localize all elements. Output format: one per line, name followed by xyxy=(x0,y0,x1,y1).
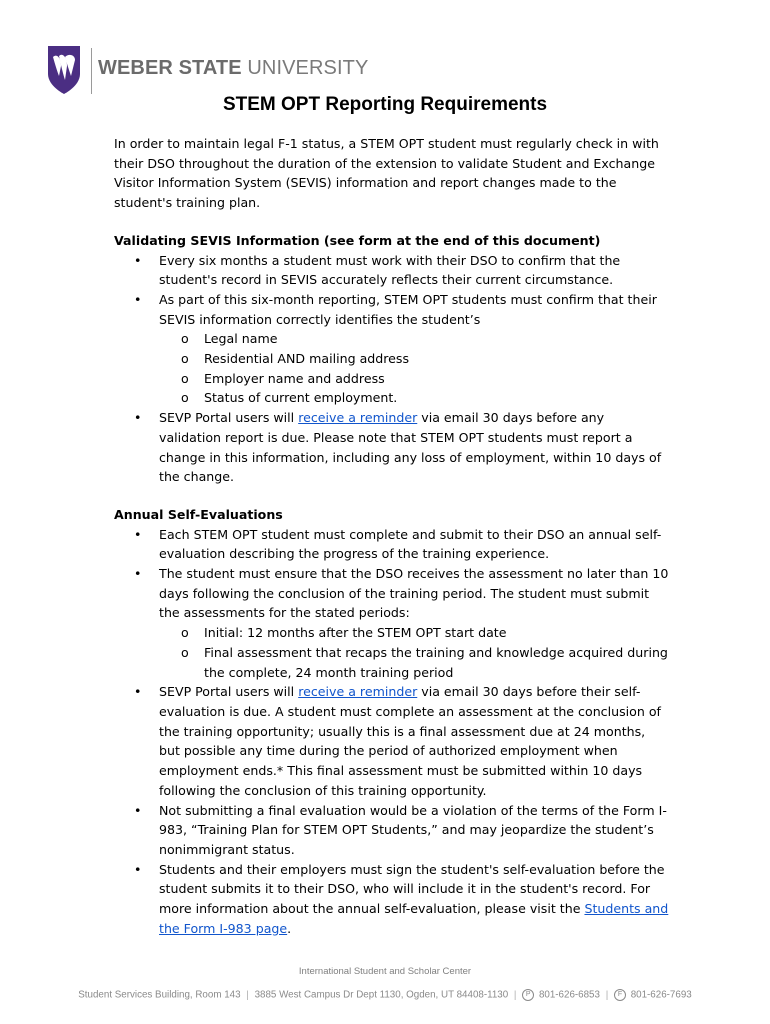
inline-link[interactable]: Students and the Form I-983 page xyxy=(159,901,669,936)
item-text: . xyxy=(287,920,292,936)
list-item xyxy=(114,525,669,564)
sub-item-text: Final assessment that recaps the training and knowledge acquired during the complete, 24 month training period xyxy=(204,644,668,680)
item-text: Every six months a student must work with their DSO to confirm that the student's record in SEVIS accurately reflects their current circumstance. xyxy=(159,252,621,288)
list-item xyxy=(114,682,669,800)
sub-bullet-marker: o xyxy=(181,351,189,367)
sub-bullet-marker: o xyxy=(181,625,189,641)
bullet-list xyxy=(114,251,669,487)
bullet-marker: • xyxy=(134,410,142,426)
footer-address-line xyxy=(0,989,770,1001)
sub-list xyxy=(159,623,669,682)
sub-list-item xyxy=(159,349,669,369)
section-heading: Validating SEVIS Information (see form at the end of this document) xyxy=(114,232,601,248)
section-heading: Annual Self-Evaluations xyxy=(114,506,283,522)
sub-bullet-marker: o xyxy=(181,644,189,660)
item-text: SEVP Portal users will xyxy=(159,684,299,700)
document-body xyxy=(114,134,669,938)
sub-bullet-marker: o xyxy=(181,331,189,347)
item-text: via email 30 days before any validation report is due. Please note that STEM OPT students must report a change in this information, including any loss of employment, within 10 days of the change. xyxy=(159,410,662,485)
weber-state-logo-icon xyxy=(46,44,82,96)
footer-street: 3885 West Campus Dr Dept 1130, Ogden, UT 84408-1130 xyxy=(254,989,509,1001)
footer-separator: | xyxy=(246,989,249,1001)
footer-phone: 801-626-6853 xyxy=(538,989,600,1001)
bullet-marker: • xyxy=(134,802,142,818)
sub-item-text: Status of current employment. xyxy=(204,390,398,406)
header-divider xyxy=(91,48,92,94)
university-wordmark xyxy=(98,57,368,80)
bullet-marker: • xyxy=(134,291,142,307)
sub-list-item xyxy=(159,623,669,643)
sub-item-text: Employer name and address xyxy=(204,370,385,386)
list-item xyxy=(114,860,669,939)
sub-item-text: Residential AND mailing address xyxy=(204,351,410,367)
list-item xyxy=(114,251,669,290)
footer-fax: 801-626-7693 xyxy=(630,989,692,1001)
item-text: Each STEM OPT student must complete and submit to their DSO an annual self-evaluation describing the progress of the training experience. xyxy=(159,526,662,562)
footer-separator: | xyxy=(513,989,517,1001)
list-item xyxy=(114,408,669,487)
wordmark-bold: WEBER STATE xyxy=(98,57,242,79)
document-title: STEM OPT Reporting Requirements xyxy=(222,94,548,115)
sub-item-text: Initial: 12 months after the STEM OPT start date xyxy=(204,625,507,641)
sub-item-text: Legal name xyxy=(204,331,278,347)
sub-list xyxy=(159,329,669,408)
item-text: via email 30 days before their self-evaluation is due. A student must complete an assessment at the conclusion of the training opportunity; usually this is a final assessment due at 24 months, but possible any time during the period of authorized employment when employment ends.* This final assessment must be submitted within 10 days following the conclusion of this training opportunity. xyxy=(159,684,661,798)
item-text: Students and their employers must sign the student's self-evaluation before the student submits it to their DSO, who will include it in the student's record. For more information about the annual self-evaluation, please visit the xyxy=(159,861,665,917)
fax-icon: F xyxy=(614,989,626,1001)
wordmark-regular: UNIVERSITY xyxy=(247,57,369,79)
inline-link[interactable]: receive a reminder xyxy=(298,410,418,426)
bullet-list xyxy=(114,525,669,939)
item-text: The student must ensure that the DSO receives the assessment no later than 10 days following the conclusion of the training period. The student must submit the assessments for the stated periods: xyxy=(159,566,669,621)
list-item xyxy=(114,290,669,408)
item-text: Not submitting a final evaluation would be a violation of the terms of the Form I-983, “Training Plan for STEM OPT Students,” and may jeopardize the student’s nonimmigrant status. xyxy=(159,802,667,857)
bullet-marker: • xyxy=(134,252,142,268)
item-text: As part of this six-month reporting, STEM OPT students must confirm that their SEVIS information correctly identifies the student’s xyxy=(159,291,657,327)
sub-list-item xyxy=(159,643,669,682)
list-item xyxy=(114,801,669,860)
bullet-marker: • xyxy=(134,861,142,877)
bullet-marker: • xyxy=(134,566,142,582)
item-text: SEVP Portal users will xyxy=(159,410,299,426)
sub-list-item xyxy=(159,329,669,349)
footer-center-name: International Student and Scholar Center xyxy=(298,966,472,977)
bullet-marker: • xyxy=(134,684,142,700)
sub-bullet-marker: o xyxy=(181,390,189,406)
sub-bullet-marker: o xyxy=(181,370,189,386)
footer-building: Student Services Building, Room 143 xyxy=(78,989,241,1001)
inline-link[interactable]: receive a reminder xyxy=(298,684,418,700)
intro-paragraph: In order to maintain legal F-1 status, a STEM OPT student must regularly check in with their DSO throughout the duration of the extension to validate Student and Exchange Visitor Information System (SEVIS) information and report changes made to the student's training plan. xyxy=(114,136,659,211)
bullet-marker: • xyxy=(134,526,142,542)
list-item xyxy=(114,564,669,682)
footer-separator: | xyxy=(605,989,609,1001)
phone-icon: P xyxy=(522,989,534,1001)
section-spacer xyxy=(114,487,669,505)
sub-list-item xyxy=(159,369,669,389)
sub-list-item xyxy=(159,388,669,408)
